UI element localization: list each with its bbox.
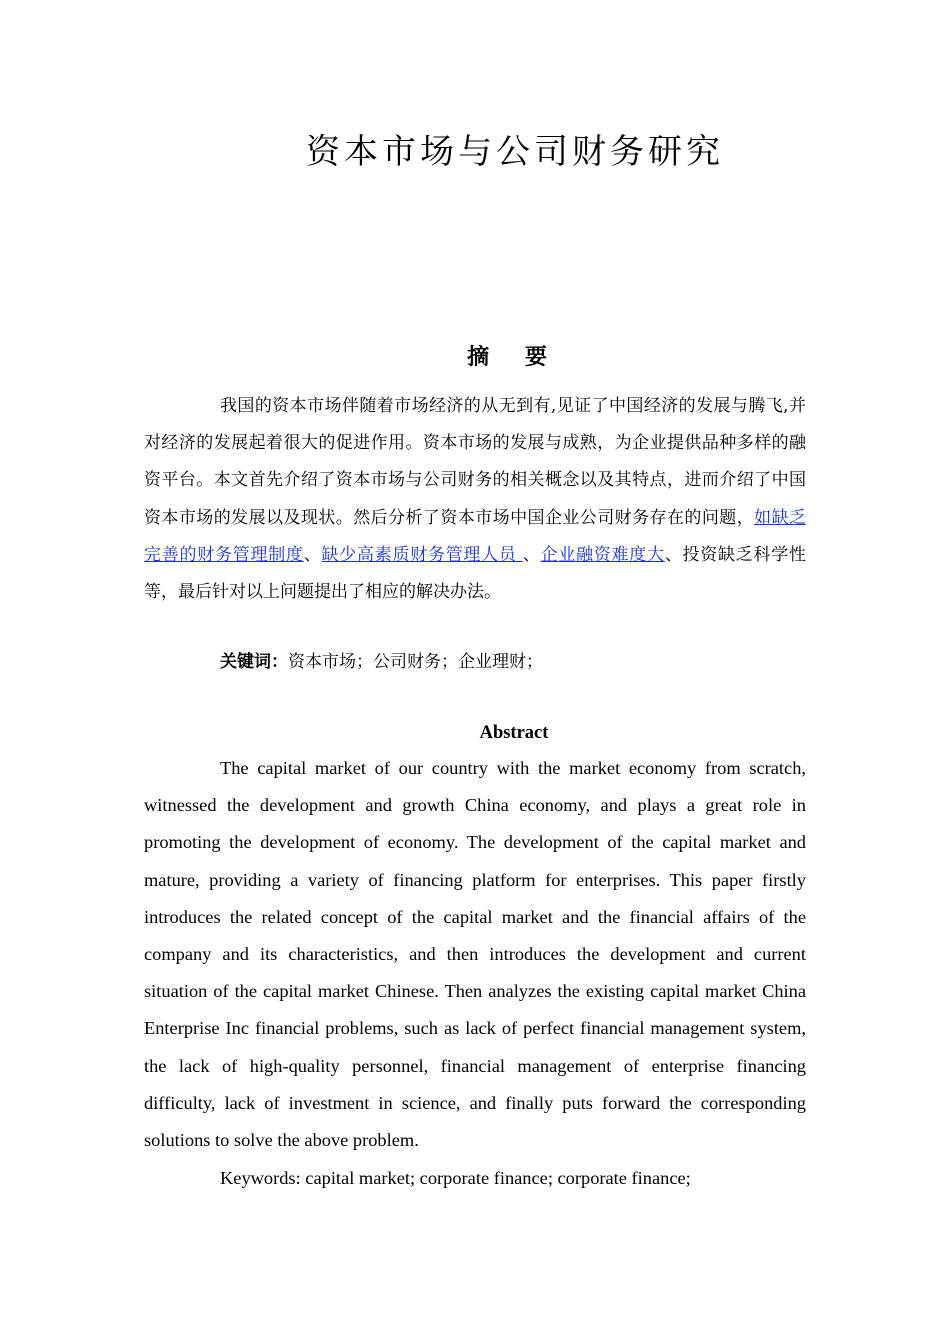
abstract-cn-text-intro: 我国的资本市场伴随着市场经济的从无到有,见证了中国经济的发展与腾飞,并对经济的发展起着很大的促进作用。资本市场的发展与成熟，为企业提供品种多样的融资平台。本文首先介绍了资本市场与公司财务的相关概念以及其特点，进而介绍了中国资本市场的发展以及现状。然后分析了资本市场中国企业公司财务存在的问题， — [144, 396, 806, 528]
link-lack-financial-management-system[interactable]: 如缺乏完善的财务管理制度 — [144, 507, 807, 565]
abstract-en-paragraph: The capital market of our country with the market economy from scratch, witnessed the development and growth China economy, and plays a great role in promoting the development of economy. The development of the capital market and mature, providing a variety of financing platform for enterprises. This paper firstly introduces the related concept of the capital market and the financial affairs of the company and its characteristics, and then introduces the development and current situation of the capital market Chinese. Then analyzes the existing capital market China Enterprise Inc financial problems, such as lack of perfect financial management system, the lack of high-quality personnel, financial management of enterprise financing difficulty, lack of investment in science, and finally puts forward the corresponding solutions to solve the above problem. — [144, 758, 806, 1151]
keywords-cn-value: 资本市场；公司财务；企业理财； — [288, 652, 543, 672]
keywords-en: Keywords: capital market; corporate finance; corporate finance; — [220, 1168, 691, 1188]
keywords-cn — [220, 646, 543, 678]
abstract-en-heading: Abstract — [479, 723, 549, 743]
abstract-cn-text-outro: 、投资缺乏科学性等，最后针对以上问题提出了相应的解决办法。 — [144, 544, 807, 603]
page-title: 资本市场与公司财务研究 — [306, 132, 724, 172]
link-financing-difficulty[interactable]: 企业融资难度大 — [540, 544, 665, 565]
link-lack-qualified-personnel[interactable]: 缺少高素质财务管理人员 — [321, 544, 523, 565]
abstract-cn-paragraph — [144, 388, 806, 611]
abstract-cn-heading: 摘 要 — [467, 344, 561, 370]
abstract-cn-separator: 、 — [522, 544, 541, 565]
abstract-cn-separator: 、 — [303, 544, 322, 565]
keywords-cn-label: 关键词： — [220, 652, 288, 672]
